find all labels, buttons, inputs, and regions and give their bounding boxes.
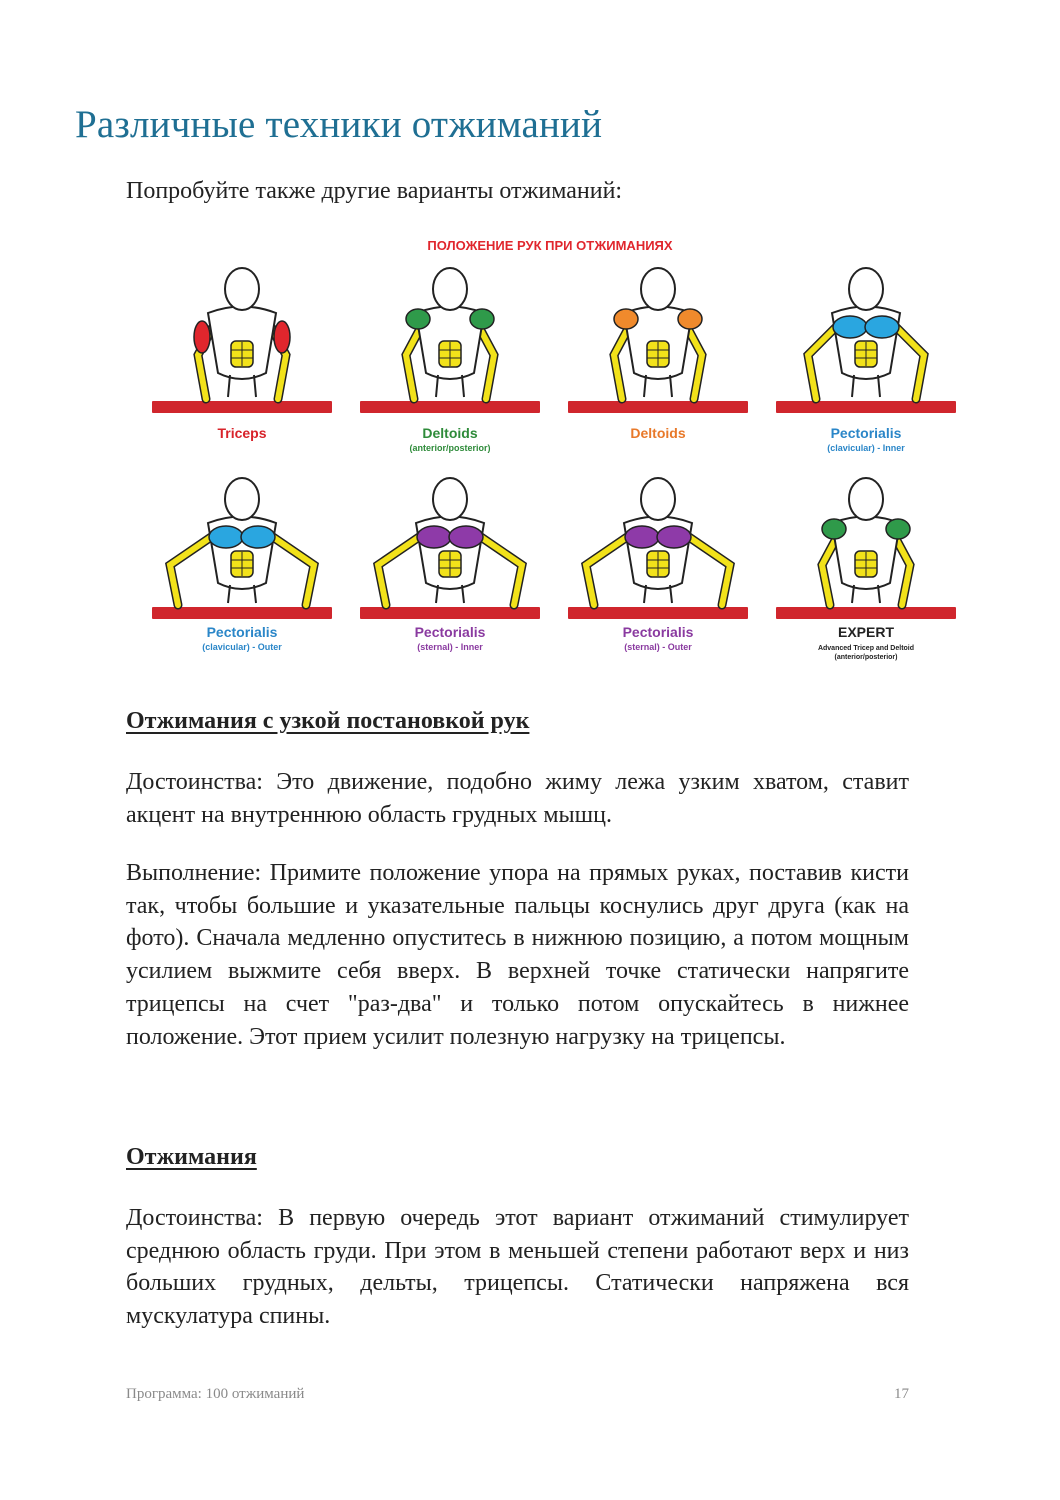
pushup-panel: [360, 478, 540, 652]
footer-page-number: 17: [894, 1386, 909, 1402]
paragraph-advantages-2: Достоинства: В первую очередь этот вариант отжиманий стимулирует среднюю область груди. При этом в меньшей степени работают верх и низ больших грудных, дельты, трицепсы. Статически напряжена вся мускулатура спины.: [126, 1205, 909, 1330]
panel-label: Triceps: [217, 425, 267, 441]
intro-text: Попробуйте также другие варианты отжиманий:: [126, 178, 623, 204]
bench-bar: [360, 401, 540, 413]
figure-heading: ПОЛОЖЕНИЕ РУК ПРИ ОТЖИМАНИЯХ: [427, 238, 673, 253]
paragraph-execution: Выполнение: Примите положение упора на прямых руках, поставив кисти так, чтобы большие и указательные пальцы коснулись друг друга (как на фото). Сначала медленно опуститесь в нижнюю позицию, а потом мощным усилием выжмите себя вверх. В верхней точке статически напрягите трицепсы на счет "раз-два" и только потом опускайтесь в нижнее положение. Этот прием усилит полезную нагрузку на трицепсы.: [126, 860, 909, 1050]
panel-sublabel: (sternal) - Inner: [417, 642, 483, 652]
section-heading-pushups: Отжимания: [126, 1144, 257, 1170]
panel-sublabel: (clavicular) - Inner: [827, 443, 905, 453]
head: [433, 478, 467, 520]
panel-label: EXPERT: [837, 624, 895, 640]
footer-program-name: Программа: 100 отжиманий: [126, 1386, 305, 1402]
panel-sublabel: Advanced Tricep and Deltoid: [817, 645, 915, 652]
head: [641, 268, 675, 310]
panel-sublabel: (sternal) - Outer: [624, 642, 692, 652]
panel-label: Deltoids: [422, 425, 478, 441]
pushup-panel: [776, 268, 956, 453]
head: [225, 268, 259, 310]
section-heading-narrow-pushups: Отжимания с узкой постановкой рук: [126, 708, 530, 734]
pushup-panel: [568, 268, 748, 441]
panel-sublabel-2: (anterior/posterior): [834, 654, 898, 661]
head: [433, 268, 467, 310]
head: [641, 478, 675, 520]
paragraph-advantages-1: Достоинства: Это движение, подобно жиму лежа узким хватом, ставит акцент на внутреннюю область грудных мышц.: [126, 769, 909, 828]
panel-label: Pectorialis: [830, 425, 902, 441]
pushup-panel: [568, 478, 748, 652]
panel-label: Deltoids: [630, 425, 686, 441]
pushup-panel: [776, 478, 956, 661]
panel-sublabel: (clavicular) - Outer: [202, 642, 282, 652]
bench-bar: [568, 401, 748, 413]
panel-label: Pectorialis: [414, 624, 486, 640]
pushup-panel: [152, 268, 332, 441]
page-title: Различные техники отжиманий: [75, 103, 603, 146]
panel-label: Pectorialis: [206, 624, 278, 640]
bench-bar: [776, 607, 956, 619]
pushup-panel: [360, 268, 540, 453]
head: [849, 478, 883, 520]
head: [225, 478, 259, 520]
bench-bar: [152, 401, 332, 413]
panel-label: Pectorialis: [622, 624, 694, 640]
bench-bar: [776, 401, 956, 413]
head: [849, 268, 883, 310]
panel-sublabel: (anterior/posterior): [409, 443, 491, 453]
pushup-hand-positions-figure: [126, 225, 960, 685]
pushup-panel: [152, 478, 332, 652]
